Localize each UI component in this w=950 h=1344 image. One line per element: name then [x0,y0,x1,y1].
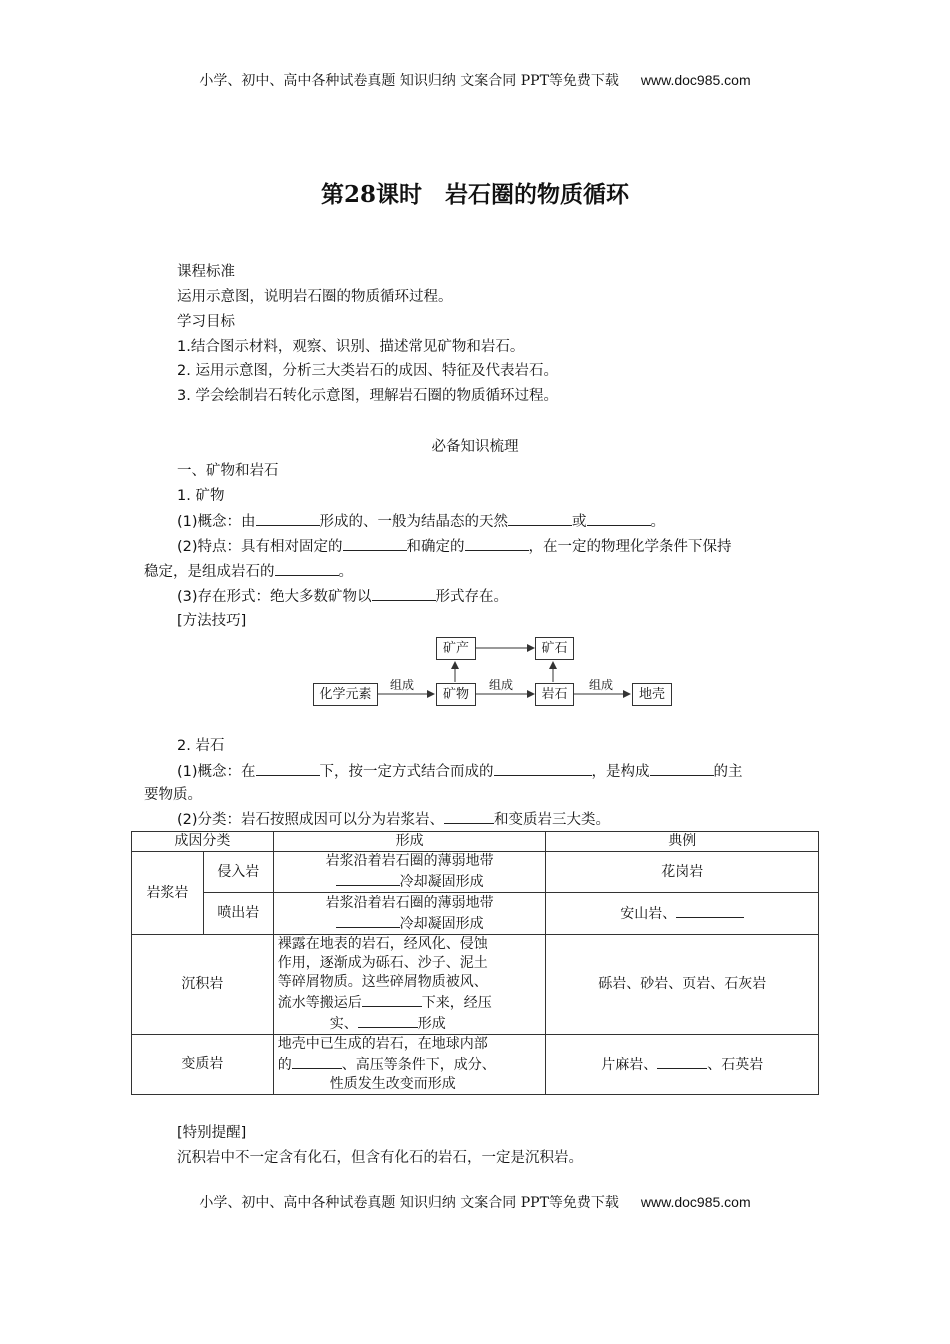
objective-item: 2. 运用示意图，分析三大类岩石的成因、特征及代表岩石。 [177,363,558,379]
answer-blank[interactable] [336,913,400,928]
text: 下，按一定方式结合而成的 [319,764,494,780]
text: ，是构成 [591,764,650,780]
header-cell: 成因分类 [132,832,274,852]
answer-blank[interactable] [358,1013,418,1028]
text: (3)存在形式：绝大多数矿物以 [177,589,372,605]
rock-classification-table [131,831,819,1095]
node-mineral: 矿物 [436,683,476,706]
objective-item: 1.结合图示材料，观察、识别、描述常见矿物和岩石。 [177,339,525,355]
text: 和变质岩三大类。 [494,812,611,828]
text: ，在一定的物理化学条件下保持 [528,539,732,555]
text: 性质发生改变而形成 [329,1076,456,1092]
extrusive-example [546,893,819,935]
footer-text: 小学、初中、高中各种试卷真题 知识归纳 文案合同 PPT等免费下载 [199,1195,619,1211]
page-footer [0,1192,950,1212]
text: 和确定的 [406,539,465,555]
header-cell: 形成 [273,832,546,852]
text: 冷却凝固形成 [399,915,484,932]
rock-concept [177,761,743,782]
text: (2)特点：具有相对固定的 [177,539,343,555]
text: (1)概念：由 [177,514,256,530]
rock-concept-cont: 要物质。 [144,787,202,803]
text: 冷却凝固形成 [399,874,484,890]
text: 形成的、一般为结晶态的天然 [319,514,509,530]
answer-blank[interactable] [256,761,320,776]
text: 稳定，是组成岩石的 [144,564,275,580]
answer-blank[interactable] [444,809,494,824]
node-ore: 矿石 [535,637,574,660]
metamorphic-formation [273,1035,546,1095]
sedimentary-example: 砾岩、砂岩、页岩、石灰岩 [546,935,819,1035]
intrusive-formation [273,852,546,893]
sub1-heading: 1. 矿物 [177,488,225,504]
metamorphic-example [546,1035,819,1095]
text: 等碎屑物质。这些碎屑物质被风、 [277,974,488,990]
node-crust: 地壳 [632,683,672,706]
footer-url[interactable]: www.doc985.com [640,1194,751,1210]
header-url[interactable]: www.doc985.com [640,72,751,88]
text: 的主 [713,764,743,780]
text: 实、 [329,1016,358,1032]
text: 岩浆沿着岩石圈的薄弱地带 [325,894,494,911]
text: 片麻岩、 [601,1057,658,1073]
extrusive-formation [273,893,546,935]
edge-label: 组成 [390,678,415,692]
answer-blank[interactable] [650,761,714,776]
answer-blank[interactable] [676,903,744,918]
text: (1)概念：在 [177,764,256,780]
sub2-heading: 2. 岩石 [177,738,225,754]
edge-label: 组成 [489,678,514,692]
node-rock: 岩石 [535,683,574,706]
text: 形成 [417,1016,446,1032]
answer-blank[interactable] [292,1054,342,1069]
text: 下来，经压 [421,995,492,1011]
sedimentary-name: 沉积岩 [132,935,274,1035]
answer-blank[interactable] [362,992,422,1007]
text: 地壳中已生成的岩石，在地球内部 [277,1036,488,1052]
table-row [132,852,819,893]
answer-blank[interactable] [657,1054,707,1069]
page-title: 第28课时 岩石圈的物质循环 [320,181,629,208]
text: 岩浆沿着岩石圈的薄弱地带 [325,853,494,869]
answer-blank[interactable] [336,871,400,886]
text: 流水等搬运后 [277,995,362,1011]
standards-heading: 课程标准 [177,264,235,280]
standards-text: 运用示意图，说明岩石圈的物质循环过程。 [177,289,453,305]
metamorphic-name: 变质岩 [132,1035,274,1095]
text: 。 [650,514,666,530]
part1-heading: 一、矿物和岩石 [177,463,279,479]
table-row [132,893,819,935]
text: 作用，逐渐成为砾石、沙子、泥土 [277,955,488,971]
text: 、石英岩 [707,1057,764,1073]
text: 安山岩、 [620,906,677,922]
text: (2)分类：岩石按照成因可以分为岩浆岩、 [177,812,445,828]
intrusive-example: 花岗岩 [546,852,819,893]
intrusive-name: 侵入岩 [203,852,273,893]
table-header-row [132,832,819,852]
node-mineral-resource: 矿产 [436,637,476,660]
rock-classification [177,809,610,830]
objective-item: 3. 学会绘制岩石转化示意图，理解岩石圈的物质循环过程。 [177,388,558,404]
answer-blank[interactable] [494,761,592,776]
method-heading: [方法技巧] [177,613,247,629]
text: 裸露在地表的岩石，经风化、侵蚀 [277,936,488,952]
reminder-text: 沉积岩中不一定含有化石，但含有化石的岩石，一定是沉积岩。 [177,1150,583,1166]
reminder-heading: [特别提醒] [177,1125,247,1141]
objectives-heading: 学习目标 [177,314,235,330]
extrusive-name: 喷出岩 [203,893,273,935]
text: 、高压等条件下，成分、 [341,1057,496,1073]
section-heading: 必备知识梳理 [431,439,519,455]
header-cell: 典例 [546,832,819,852]
text: 或 [572,514,587,530]
text: 形式存在。 [435,589,509,605]
table-row [132,1035,819,1095]
node-chemical-elements: 化学元素 [313,683,378,706]
text: 的 [277,1057,292,1073]
edge-label: 组成 [589,678,614,692]
table-row [132,935,819,1035]
igneous-cell: 岩浆岩 [132,852,204,935]
text: 。 [338,564,353,580]
header-text: 小学、初中、高中各种试卷真题 知识归纳 文案合同 PPT等免费下载 [199,73,619,89]
sedimentary-formation [273,935,546,1035]
